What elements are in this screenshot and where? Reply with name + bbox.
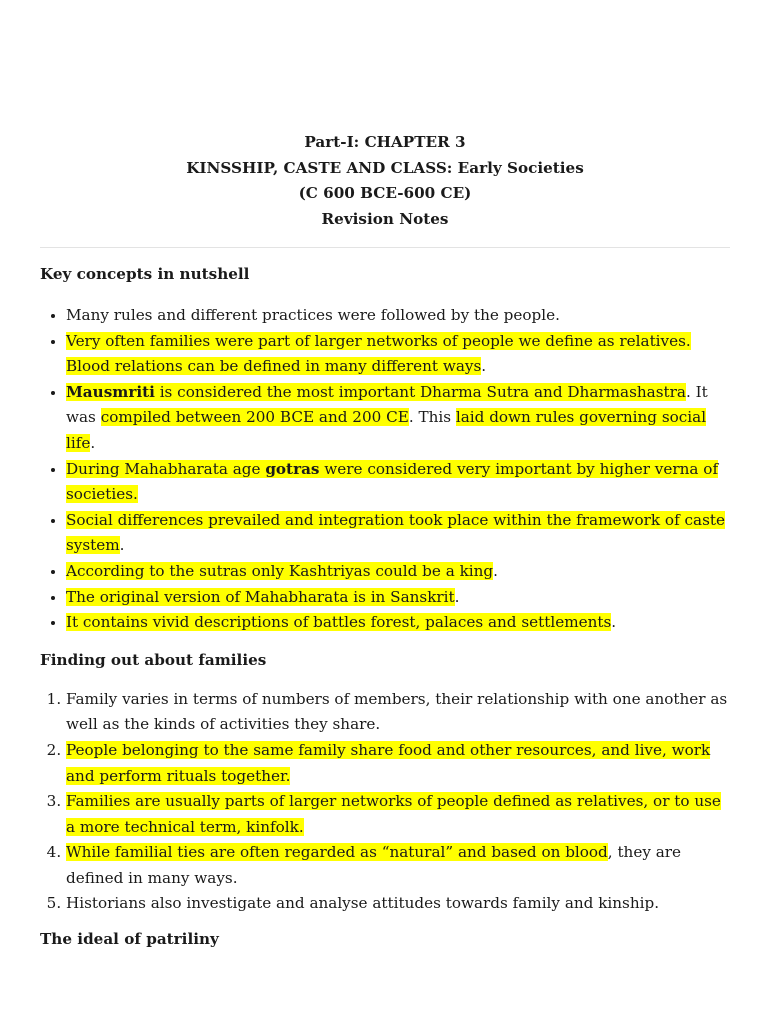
highlight: The original version of Mahabharata is in Sanskrit	[66, 587, 455, 606]
highlight: Social differences prevailed and integration took place within the framework of caste system	[66, 510, 725, 555]
list-item: 5. Historians also investigate and analyse attitudes towards family and kinship.	[66, 891, 730, 917]
highlight: Very often families were part of larger networks of people we define as relatives. Blood relations can be defined in many different ways	[66, 331, 691, 376]
document-page	[40, 130, 730, 952]
families-list	[40, 687, 730, 917]
highlight: During Mahabharata age gotras were considered very important by higher verna of societies.	[66, 459, 719, 504]
highlight: While familial ties are often regarded as “natural” and based on blood	[66, 843, 608, 862]
highlight: Mausmriti is considered the most important Dharma Sutra and Dharmashastra	[66, 382, 686, 401]
section-heading-patriliny: The ideal of patriliny	[40, 930, 219, 949]
section-heading-families: Finding out about families	[40, 650, 267, 669]
list-item: • Many rules and different practices were followed by the people.	[66, 303, 730, 329]
list-item	[66, 738, 730, 789]
notes-label: Revision Notes	[321, 209, 449, 228]
list-item: • The original version of Mahabharata is in Sanskrit.	[66, 585, 730, 611]
highlight: Families are usually parts of larger networks of people defined as relatives, or to use a more technical term, kinfolk.	[66, 792, 721, 836]
list-item: • Very often families were part of larger networks of people we define as relatives. Blood relations can be defined in many different ways.	[66, 329, 730, 380]
highlight: People belonging to the same family share food and other resources, and live, work and perform rituals together.	[66, 740, 711, 785]
list-item: • It contains vivid descriptions of battles forest, palaces and settlements.	[66, 610, 730, 636]
list-item: 4. While familial ties are often regarded as “natural” and based on blood, they are defined in many ways.	[66, 840, 730, 891]
list-item	[66, 789, 730, 840]
list-item: • Mausmriti is considered the most important Dharma Sutra and Dharmashastra. It was compiled between 200 BCE and 200 CE. This laid down rules governing social life.	[66, 380, 730, 457]
chapter-title: KINSSHIP, CASTE AND CLASS: Early Societies	[186, 158, 584, 177]
divider	[40, 247, 730, 248]
chapter-label: Part-I: CHAPTER 3	[304, 133, 466, 151]
highlight: It contains vivid descriptions of battles forest, palaces and settlements	[66, 613, 612, 632]
period-label: (C 600 BCE-600 CE)	[298, 184, 472, 202]
highlight: compiled between 200 BCE and 200 CE	[100, 408, 409, 427]
list-item	[66, 457, 730, 508]
key-concepts-list	[40, 303, 730, 636]
highlight: According to the sutras only Kashtriyas could be a king	[66, 561, 494, 580]
title-block	[40, 130, 730, 232]
list-item: • Social differences prevailed and integration took place within the framework of caste system.	[66, 508, 730, 559]
highlight: laid down rules governing social life	[66, 408, 707, 452]
section-heading-key-concepts: Key concepts in nutshell	[40, 265, 250, 283]
list-item: 1. Family varies in terms of numbers of members, their relationship with one another as well as the kinds of activities they share.	[66, 687, 730, 738]
list-item: • According to the sutras only Kashtriyas could be a king.	[66, 559, 730, 585]
